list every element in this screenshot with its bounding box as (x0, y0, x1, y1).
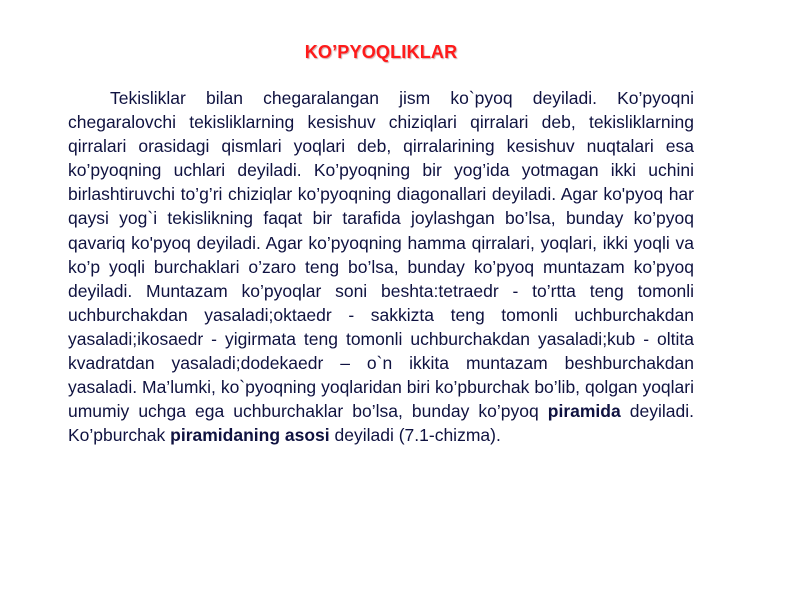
paragraph-text-part-1: Tekisliklar bilan chegaralangan jism ko`pyoq deyiladi. Ko’pyoqni chegaralovchi tekisliklarning kesishuv chiziqlari qirralari deb, tekisliklarning qirralari orasidagi qismlari yoqlari deb, qirralarining kesishuv nuqtalari esa ko’pyoqning uchlari deyiladi. Ko’pyoqning bir yog’ida yotmagan ikki uchini birlashtiruvchi to’g’ri chiziqlar ko’pyoqning diagonallari deyiladi. Agar ko'pyoq har qaysi yog`i tekislikning faqat bir tarafida joylashgan bo’lsa, bunday ko’pyoq qavariq ko'pyoq deyiladi. Agar ko’pyoqning hamma qirralari, yoqlari, ikki yoqli va ko’p yoqli burchaklari o’zaro teng bo’lsa, bunday ko’pyoq muntazam ko’pyoq deyiladi. Muntazam ko’pyoqlar soni beshta:tetraedr - to’rtta teng tomonli uchburchakdan yasaladi;oktaedr - sakkizta teng tomonli uchburchakdan yasaladi;ikosaedr - yigirmata teng tomonli uchburchakdan yasaladi;kub - oltita kvadratdan yasaladi;dodekaedr – o`n ikkita muntazam beshburchakdan yasaladi. Ma’lumki, ko`pyoqning yoqlaridan biri ko’pburchak bo’lib, qolgan yoqlari umumiy uchga ega uchburchaklar bo’lsa, bunday ko’pyoq (68, 88, 694, 422)
body-paragraph (68, 86, 694, 447)
page-title: KO’PYOQLIKLAR (304, 42, 458, 62)
paragraph-text-part-3: deyiladi (7.1-chizma). (329, 425, 501, 446)
term-piramida: piramida (547, 401, 621, 422)
paragraph-text-part-2: deyiladi. Ko’pburchak (68, 401, 694, 446)
term-piramidaning-asosi: piramidaning asosi (170, 425, 330, 446)
